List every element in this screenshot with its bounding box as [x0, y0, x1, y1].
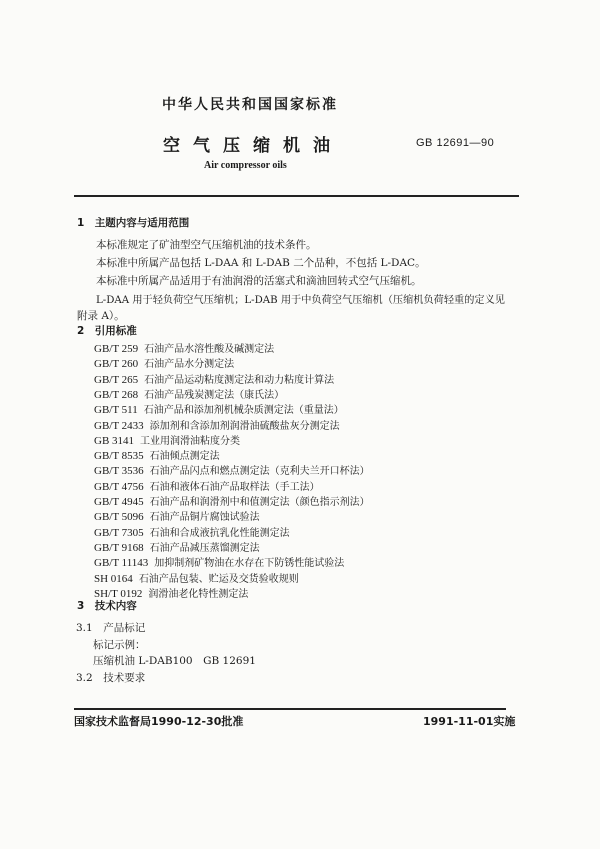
paragraph: 本标准中所属产品适用于有油润滑的活塞式和滴油回转式空气压缩机。: [96, 275, 422, 287]
english-title: Air compressor oils: [204, 160, 287, 171]
reference-code: SH 0164: [94, 572, 133, 585]
reference-code: GB/T 11143: [94, 557, 149, 570]
reference-code: GB/T 2433: [94, 419, 144, 432]
section-2-heading: 2 引用标准: [77, 325, 137, 337]
reference-code: GB/T 5096: [94, 511, 144, 524]
standard-code: GB 12691—90: [416, 137, 495, 149]
reference-item: [94, 493, 370, 508]
reference-item: [94, 340, 274, 355]
reference-code: GB/T 259: [94, 343, 139, 355]
reference-title: 石油产品和添加剂机械杂质测定法（重量法）: [143, 405, 344, 417]
subsection-3-2-heading: 3.2 技术要求: [76, 672, 146, 684]
reference-code: GB/T 9168: [94, 541, 144, 554]
paragraph: 本标准中所属产品包括 L-DAA 和 L-DAB 二个品种，不包括 L-DAC。: [96, 257, 426, 269]
reference-item: [94, 478, 320, 493]
section-3-heading: 3 技术内容: [77, 600, 137, 612]
reference-code: GB/T 265: [94, 373, 139, 386]
reference-code: SH/T 0192: [94, 587, 143, 600]
footer-divider: [74, 708, 506, 710]
reference-item: [94, 524, 290, 539]
header-divider: [74, 195, 519, 197]
reference-code: GB/T 260: [94, 358, 139, 371]
reference-title: 石油产品运动粘度测定法和动力粘度计算法: [144, 374, 335, 386]
reference-title: 石油产品水溶性酸及碱测定法: [144, 344, 275, 355]
reference-title: 工业用润滑油粘度分类: [140, 435, 241, 447]
reference-title: 加抑制剂矿物油在水存在下防锈性能试验法: [154, 558, 345, 570]
reference-title: 石油产品水分测定法: [144, 359, 235, 371]
reference-title: 石油倾点测定法: [149, 451, 220, 463]
marking-example-label: 标记示例：: [93, 639, 146, 651]
reference-item: [94, 447, 220, 462]
reference-title: 石油产品铜片腐蚀试验法: [149, 512, 260, 524]
subsection-3-1-heading: 3.1 产品标记: [76, 622, 146, 634]
reference-code: GB/T 4945: [94, 496, 144, 508]
document-title: 空气压缩机油: [163, 136, 343, 156]
reference-code: GB/T 3536: [94, 465, 144, 478]
reference-title: 石油和合成液抗乳化性能测定法: [149, 527, 290, 539]
reference-title: 石油和液体石油产品取样法（手工法）: [149, 481, 320, 493]
section-1-heading: 1 主题内容与适用范围: [77, 217, 190, 229]
paragraph: 本标准规定了矿油型空气压缩机油的技术条件。: [96, 239, 317, 251]
reference-item: [94, 355, 234, 370]
implementation-date: 1991-11-01实施: [423, 715, 516, 728]
reference-code: GB/T 7305: [94, 526, 144, 539]
reference-code: GB 3141: [94, 434, 135, 447]
paragraph: L-DAA 用于轻负荷空气压缩机；L-DAB 用于中负荷空气压缩机（压缩机负荷轻重的定义见: [96, 295, 505, 306]
reference-code: GB/T 8535: [94, 450, 144, 463]
reference-item: [94, 462, 370, 477]
reference-code: GB/T 268: [94, 388, 139, 401]
reference-code: GB/T 511: [94, 404, 138, 417]
reference-title: 润滑油老化特性测定法: [148, 588, 249, 600]
reference-code: GB/T 4756: [94, 480, 144, 493]
issuing-authority: 中华人民共和国国家标准: [162, 97, 338, 113]
reference-title: 石油产品闪点和燃点测定法（克利夫兰开口杯法）: [149, 466, 370, 478]
paragraph: 附录 A）。: [77, 310, 125, 322]
reference-title: 石油产品包装、贮运及交货验收规则: [138, 573, 299, 585]
reference-item: [94, 371, 334, 386]
reference-item: [94, 432, 240, 447]
reference-title: 石油产品残炭测定法（康氏法）: [144, 389, 285, 401]
approval-date: 国家技术监督局1990-12-30批准: [74, 715, 244, 728]
reference-item: [94, 508, 260, 523]
reference-item: [94, 401, 344, 416]
reference-item: [94, 539, 260, 554]
reference-item: [94, 417, 340, 432]
reference-item: [94, 386, 284, 401]
reference-item: [94, 554, 344, 569]
reference-title: 添加剂和含添加剂润滑油硫酸盐灰分测定法: [149, 420, 340, 432]
reference-title: 石油产品减压蒸馏测定法: [149, 542, 260, 554]
marking-example: 压缩机油 L-DAB100 GB 12691: [93, 655, 256, 667]
reference-title: 石油产品和润滑剂中和值测定法（颜色指示剂法）: [149, 497, 370, 508]
reference-item: [94, 570, 299, 585]
